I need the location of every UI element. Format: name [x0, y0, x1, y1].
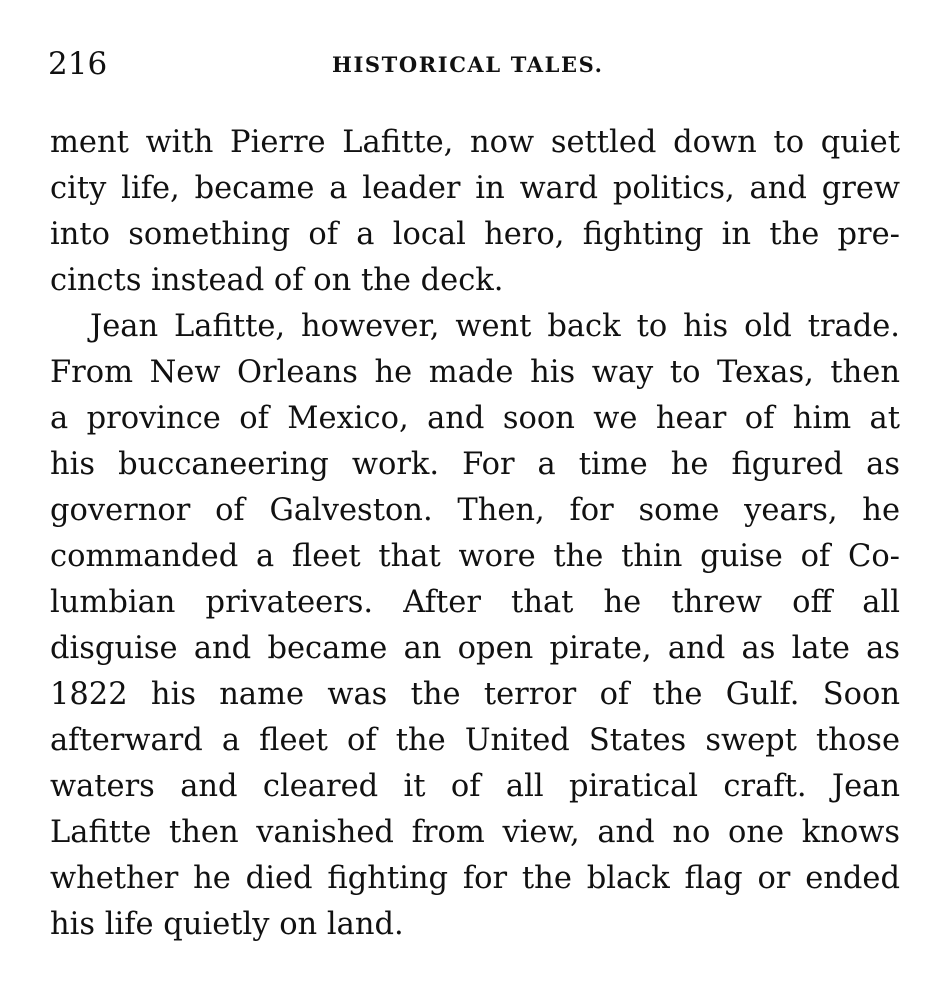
running-head: HISTORICAL TALES.	[332, 52, 604, 77]
text-line: 1822 his name was the terror of the Gulf. Soon	[50, 677, 900, 712]
text-line: commanded a fleet that wore the thin guise of Co-	[50, 539, 900, 574]
text-line: cincts instead of on the deck.	[50, 263, 504, 298]
text-line: into something of a local hero, fighting in the pre-	[50, 217, 900, 252]
page-number: 216	[48, 46, 108, 82]
text-line: Lafitte then vanished from view, and no one knows	[50, 815, 900, 850]
text-line: city life, became a leader in ward politics, and grew	[50, 171, 900, 206]
text-line: lumbian privateers. After that he threw off all	[50, 585, 900, 620]
text-line: waters and cleared it of all piratical craft. Jean	[50, 769, 900, 804]
text-line: From New Orleans he made his way to Texas, then	[50, 355, 900, 390]
text-line: his life quietly on land.	[50, 907, 404, 942]
text-line: ment with Pierre Lafitte, now settled down to quiet	[50, 125, 900, 160]
text-line: a province of Mexico, and soon we hear of him at	[50, 401, 900, 436]
paragraph-2	[50, 304, 900, 948]
text-line: disguise and became an open pirate, and as late as	[50, 631, 900, 666]
body-text	[50, 120, 900, 948]
text-line: whether he died fighting for the black flag or ended	[50, 861, 900, 896]
page-header	[48, 44, 908, 88]
text-line: Jean Lafitte, however, went back to his old trade.	[90, 309, 900, 344]
text-line: his buccaneering work. For a time he figured as	[50, 447, 900, 482]
text-line: governor of Galveston. Then, for some years, he	[50, 493, 900, 528]
paragraph-1	[50, 120, 900, 304]
text-line: afterward a fleet of the United States swept those	[50, 723, 900, 758]
